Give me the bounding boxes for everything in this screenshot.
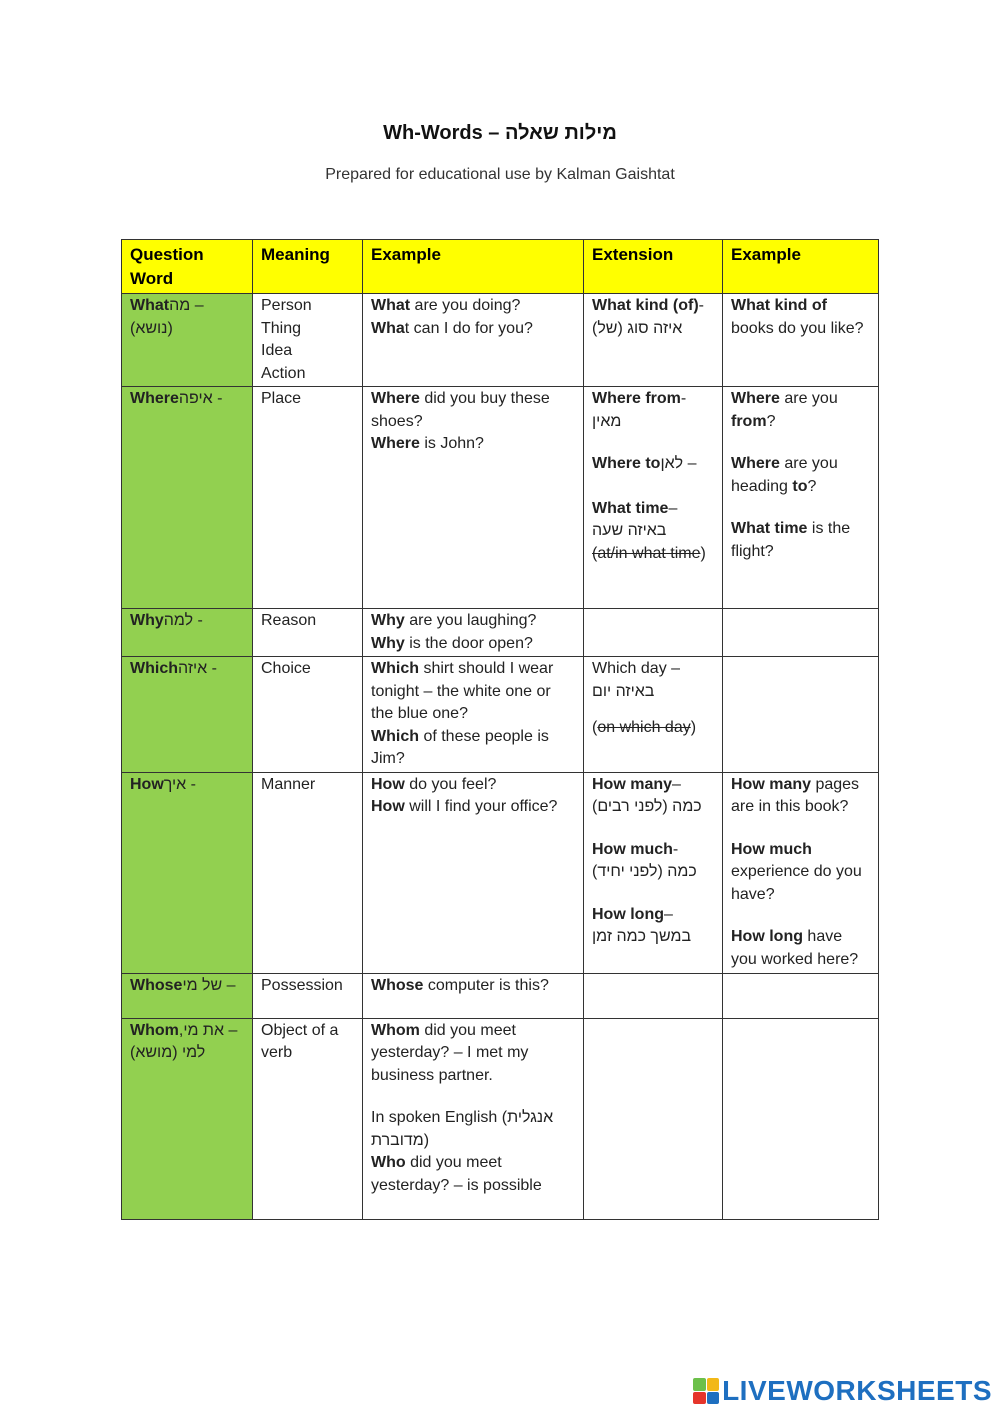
question-word-whose	[122, 973, 253, 1018]
example-keyword: How long	[731, 928, 803, 945]
header-example: Example	[363, 240, 584, 294]
extension-text: )	[700, 544, 706, 562]
example-what	[363, 294, 584, 387]
meaning-where: Place	[253, 387, 363, 609]
example-keyword: Which	[371, 727, 419, 745]
example-text: did you buy these shoes?	[371, 390, 550, 430]
example-text: are you laughing?	[404, 612, 537, 629]
table-row-whom	[122, 1018, 879, 1219]
qw-he: – של מי	[182, 976, 240, 994]
example-text: ?	[807, 477, 817, 495]
example-text: pages are in this book?	[731, 775, 860, 815]
extension-whom	[584, 1018, 723, 1219]
example-keyword: Why	[371, 612, 405, 629]
example-text: did you meet yesterday? – is possible	[371, 1154, 542, 1194]
qw-en: What	[130, 297, 170, 314]
example-text: do you feel?	[404, 775, 497, 793]
example-keyword: How many	[731, 775, 812, 793]
qw-en: Why	[130, 612, 164, 629]
example-text: shirt should I wear tonight – the white one or the blue one?	[371, 660, 554, 722]
example-text: In spoken English (אנגלית מדוברת)	[371, 1109, 554, 1149]
meaning-whom: Object of a verb	[253, 1018, 363, 1219]
example-text: ?	[766, 412, 776, 430]
extension-example-how	[723, 772, 879, 973]
extension-text: – באיזה שעה	[592, 499, 682, 539]
example-which	[363, 657, 584, 773]
meaning-whose: Possession	[253, 973, 363, 1018]
meaning-what	[253, 294, 363, 387]
liveworksheets-logo-icon	[693, 1378, 719, 1404]
example-how	[363, 772, 584, 973]
meaning-how: Manner	[253, 772, 363, 973]
meaning-item: Action	[261, 364, 306, 382]
table-row-which	[122, 657, 879, 773]
question-word-what	[122, 294, 253, 387]
example-keyword: Who	[371, 1154, 406, 1171]
extension-example-whom	[723, 1018, 879, 1219]
extension-example-which	[723, 657, 879, 773]
extension-text: – לאן	[660, 455, 701, 472]
example-text: will I find your office?	[404, 798, 558, 815]
example-keyword: Why	[371, 634, 405, 652]
header-question-word: Question Word	[122, 240, 253, 294]
extension-keyword: What time	[592, 499, 669, 517]
question-word-why	[122, 609, 253, 657]
extension-what	[584, 294, 723, 387]
qw-he: - איך	[163, 775, 201, 793]
example-text: are you doing?	[410, 297, 521, 314]
extension-text: )	[690, 719, 697, 736]
question-word-which	[122, 657, 253, 773]
liveworksheets-watermark	[693, 1375, 992, 1407]
extension-strikethrough: (at/in what time	[592, 544, 701, 562]
example-keyword: How	[371, 798, 405, 815]
extension-why	[584, 609, 723, 657]
qw-he: - איפה	[178, 390, 227, 407]
qw-en: How	[130, 775, 164, 793]
extension-example-what	[723, 294, 879, 387]
meaning-item: Person	[261, 297, 312, 314]
extension-keyword: What kind (of)	[592, 297, 699, 314]
table-row-what	[122, 294, 879, 387]
qw-en: Whom	[130, 1021, 179, 1039]
qw-he: – מה (נושא)	[130, 297, 209, 337]
qw-he: – את מי, למי (מושא)	[130, 1021, 242, 1061]
example-keyword: What kind of	[731, 297, 827, 314]
question-word-where	[122, 387, 253, 609]
question-word-whom	[122, 1018, 253, 1219]
header-example-2: Example	[723, 240, 879, 294]
extension-text: – כמה (לפני רבים)	[592, 775, 702, 815]
qw-he: - איזה	[178, 660, 222, 677]
extension-example-whose	[723, 973, 879, 1018]
table-row-where	[122, 387, 879, 609]
extension-where	[584, 387, 723, 609]
example-text: t can I do for you?	[404, 319, 533, 337]
extension-text: Which day – באיזה יום	[592, 660, 681, 700]
page-title: Wh-Words – מילות שאלה	[383, 122, 617, 144]
extension-text: – במשך כמה זמן	[592, 905, 692, 945]
example-keyword: Where	[371, 435, 420, 452]
example-keyword: to	[792, 477, 808, 495]
example-text: are you heading	[731, 455, 838, 495]
meaning-which: Choice	[253, 657, 363, 773]
extension-keyword: Where from	[592, 390, 681, 407]
example-keyword: What time	[731, 520, 808, 537]
table-row-why	[122, 609, 879, 657]
example-text: did you meet yesterday? – I met my business partner.	[371, 1021, 529, 1084]
example-whose	[363, 973, 584, 1018]
example-text: are you	[779, 390, 838, 407]
example-text: computer is this?	[423, 976, 549, 994]
extension-keyword: How long	[592, 905, 664, 923]
example-keyword: Where	[731, 455, 780, 472]
example-keyword: How	[371, 775, 405, 793]
meaning-item: Thing	[261, 319, 302, 337]
example-keyword: Where	[731, 390, 780, 407]
example-keyword: Whom	[371, 1021, 420, 1039]
wh-words-table	[121, 239, 879, 1220]
extension-example-where	[723, 387, 879, 609]
example-keyword: from	[731, 412, 767, 430]
meaning-why: Reason	[253, 609, 363, 657]
watermark-text: LIVEWORKSHEETS	[722, 1375, 992, 1406]
header-meaning: Meaning	[253, 240, 363, 294]
extension-whose	[584, 973, 723, 1018]
example-text: is the flight?	[731, 520, 851, 560]
example-keyword: Which	[371, 660, 419, 677]
example-text: experience do you have?	[731, 863, 862, 903]
extension-text: - מאין	[592, 390, 691, 430]
example-keyword: How much	[731, 840, 812, 858]
example-text: of these people is Jim?	[371, 727, 549, 767]
example-keyword: What	[371, 297, 411, 314]
example-keyword: Whose	[371, 976, 424, 994]
example-where	[363, 387, 584, 609]
example-keyword: Where	[371, 390, 420, 407]
example-keyword: Wha	[371, 319, 405, 337]
qw-en: Whose	[130, 976, 183, 994]
extension-strikethrough: on which day	[597, 719, 691, 736]
example-text: is John?	[419, 435, 484, 452]
extension-keyword: How much	[592, 840, 673, 858]
header-extension: Extension	[584, 240, 723, 294]
extension-keyword: How many	[592, 775, 673, 793]
table-row-how	[122, 772, 879, 973]
extension-text: (	[592, 719, 598, 736]
page-subtitle: Prepared for educational use by Kalman Gaishtat	[325, 166, 675, 183]
extension-text: - כמה (לפני יחיד)	[592, 840, 697, 880]
qw-he: - למה	[163, 612, 208, 629]
table-row-whose	[122, 973, 879, 1018]
extension-text: - איזה סוג (של)	[592, 297, 709, 337]
question-word-how	[122, 772, 253, 973]
example-text: is the door open?	[404, 634, 533, 652]
extension-example-why	[723, 609, 879, 657]
example-text: have you worked here?	[731, 928, 859, 968]
meaning-item: Idea	[261, 342, 293, 359]
qw-en: Where	[130, 390, 179, 407]
table-header-row	[122, 240, 879, 294]
example-why	[363, 609, 584, 657]
example-text: books do you like?	[731, 319, 864, 337]
extension-how	[584, 772, 723, 973]
extension-which	[584, 657, 723, 773]
extension-keyword: Where to	[592, 455, 661, 472]
qw-en: Which	[130, 660, 178, 677]
example-whom	[363, 1018, 584, 1219]
